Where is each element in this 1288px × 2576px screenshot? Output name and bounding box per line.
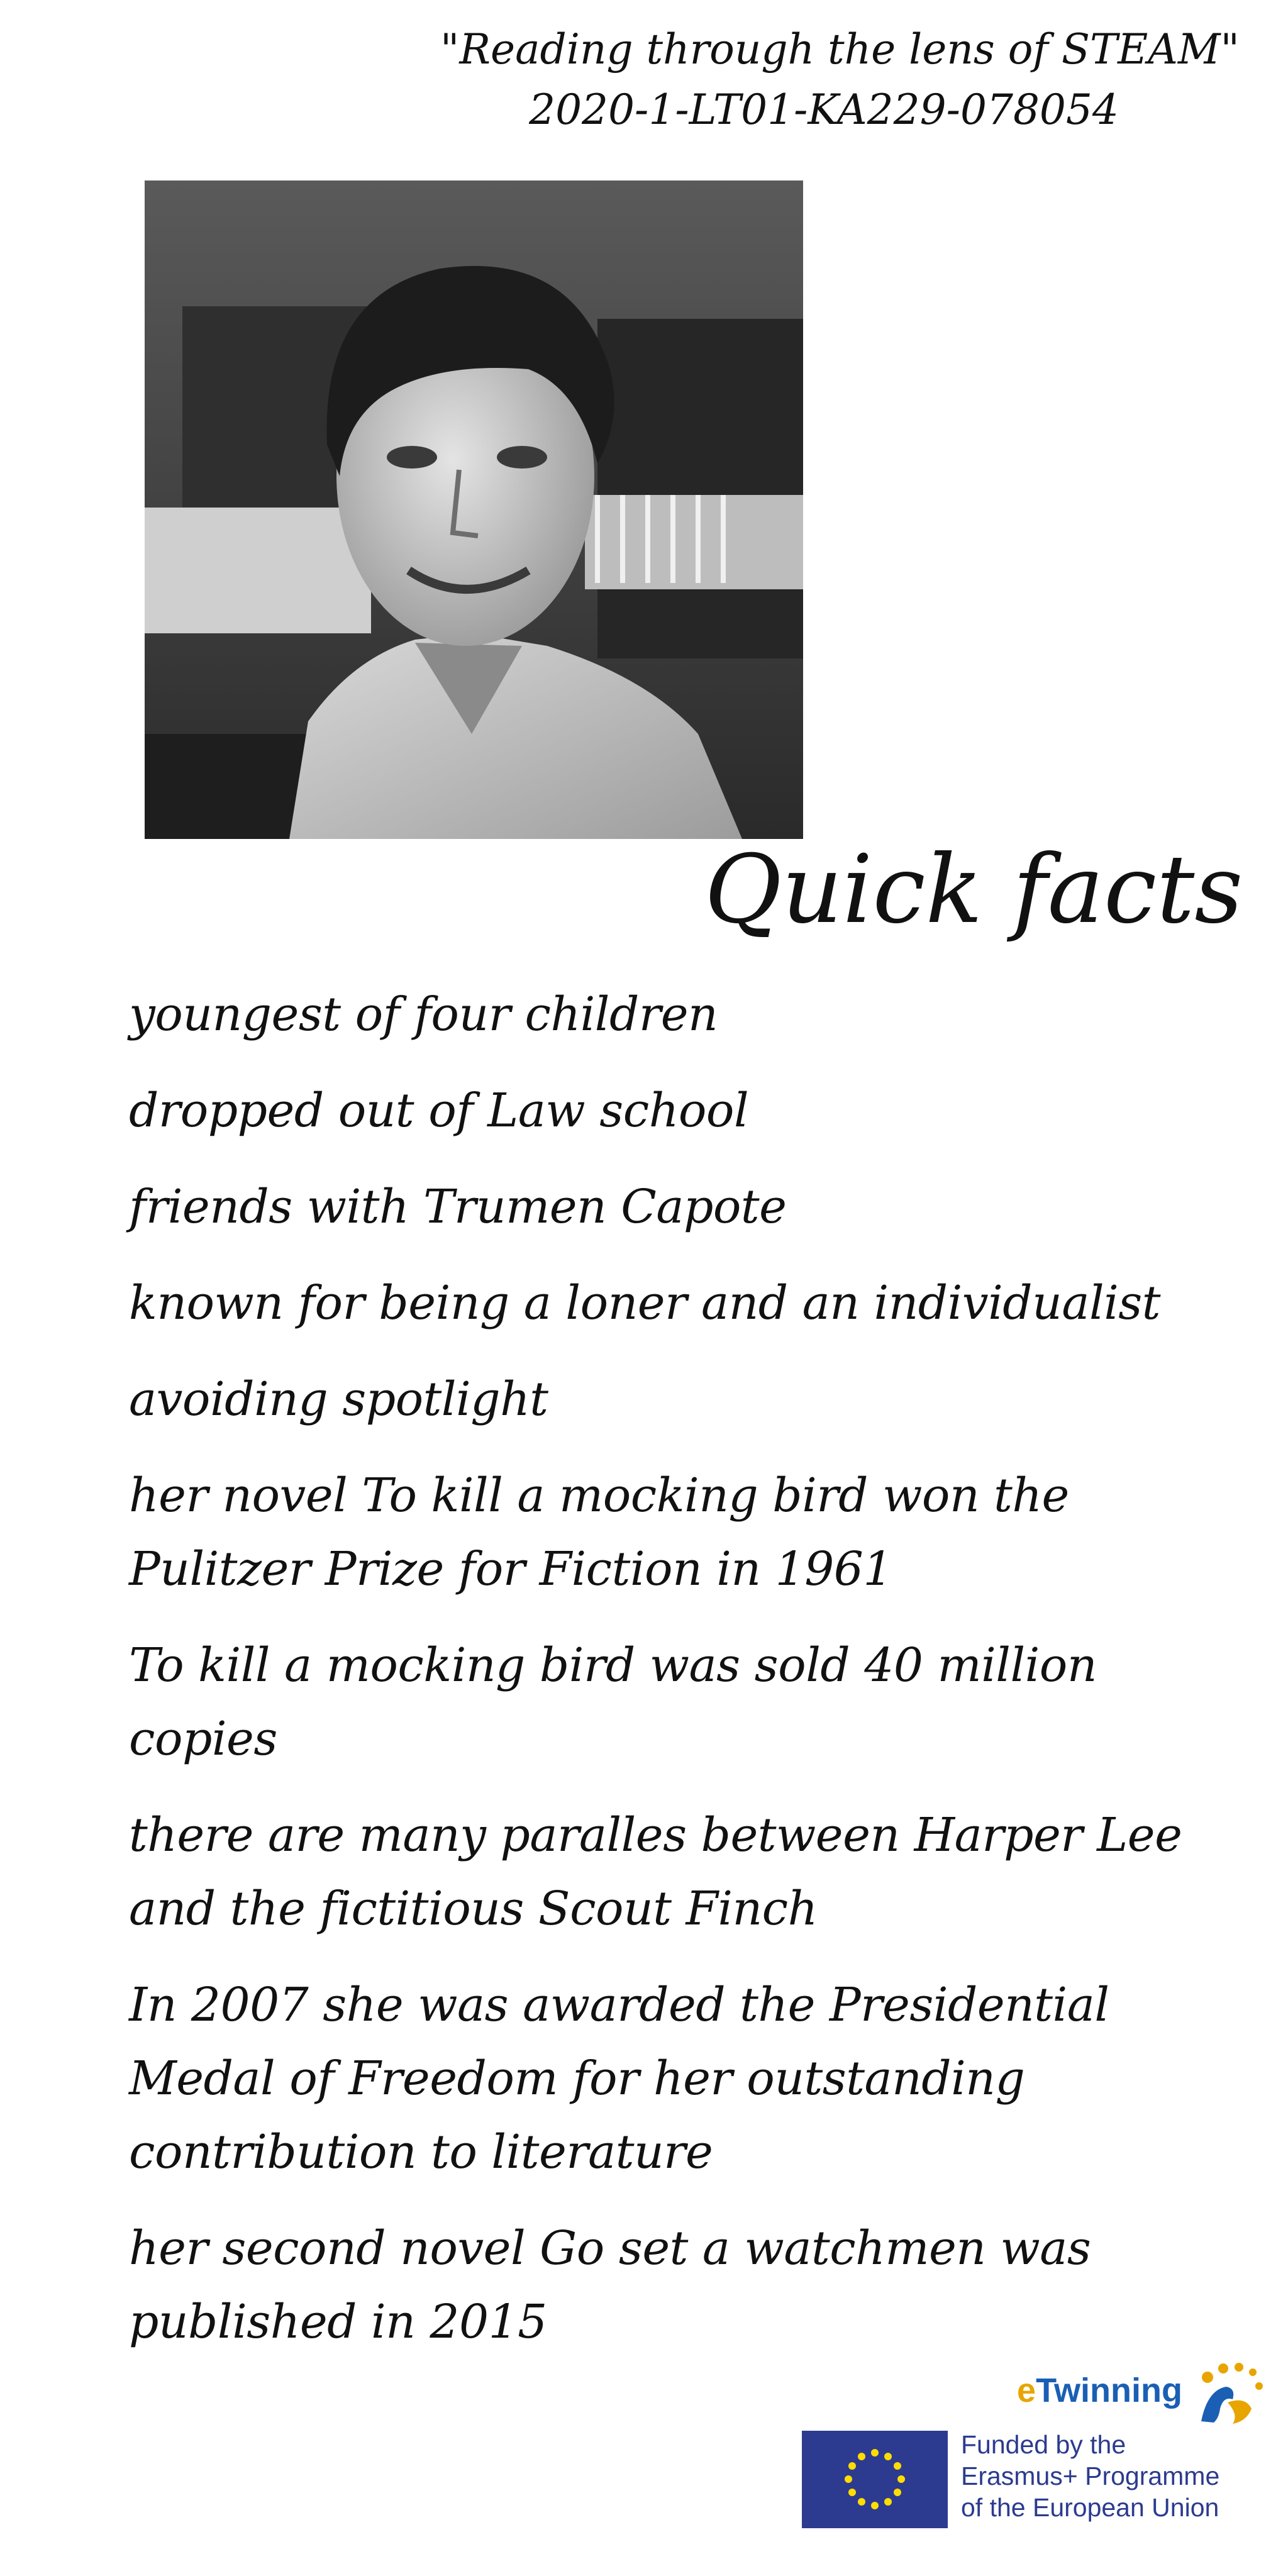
fact-item: her novel To kill a mocking bird won the Pulitzer Prize for Fiction in 1961	[129, 1468, 1069, 1596]
eu-stars-icon	[802, 2431, 948, 2528]
fact-item: To kill a mocking bird was sold 40 million copies	[129, 1638, 1097, 1766]
fact-item: friends with Trumen Capote	[129, 1180, 787, 1234]
fact-item: youngest of four children	[129, 987, 718, 1041]
fact-item: avoiding spotlight	[129, 1372, 548, 1426]
portrait-photo	[145, 180, 803, 839]
quick-facts-title: Quick facts	[704, 835, 1243, 945]
funding-statement	[961, 2429, 1219, 2523]
funded-line: Funded by the	[961, 2430, 1126, 2459]
fact-item: dropped out of Law school	[129, 1084, 749, 1138]
project-code: 2020-1-LT01-KA229-078054	[529, 86, 1119, 134]
project-title: "Reading through the lens of STEAM"	[440, 25, 1240, 74]
fact-item: her second novel Go set a watchmen was published in 2015	[129, 2221, 1091, 2349]
etwinning-logo	[1017, 2371, 1182, 2410]
funded-line: Erasmus+ Programme	[961, 2462, 1220, 2490]
portrait-icon	[145, 180, 803, 839]
quick-facts-list	[129, 978, 1236, 2382]
etwinning-name: Twinning	[1036, 2372, 1182, 2409]
etwinning-figure-icon	[1189, 2358, 1264, 2428]
funded-line: of the European Union	[961, 2493, 1219, 2522]
fact-item: known for being a loner and an individualist	[129, 1276, 1161, 1330]
fact-item: In 2007 she was awarded the Presidential Medal of Freedom for her outstanding contribution to literature	[129, 1978, 1109, 2179]
funding-logos	[799, 2358, 1264, 2541]
fact-item: there are many paralles between Harper Lee and the fictitious Scout Finch	[129, 1808, 1182, 1936]
etwinning-e: e	[1017, 2372, 1036, 2409]
eu-flag-icon	[802, 2431, 948, 2528]
